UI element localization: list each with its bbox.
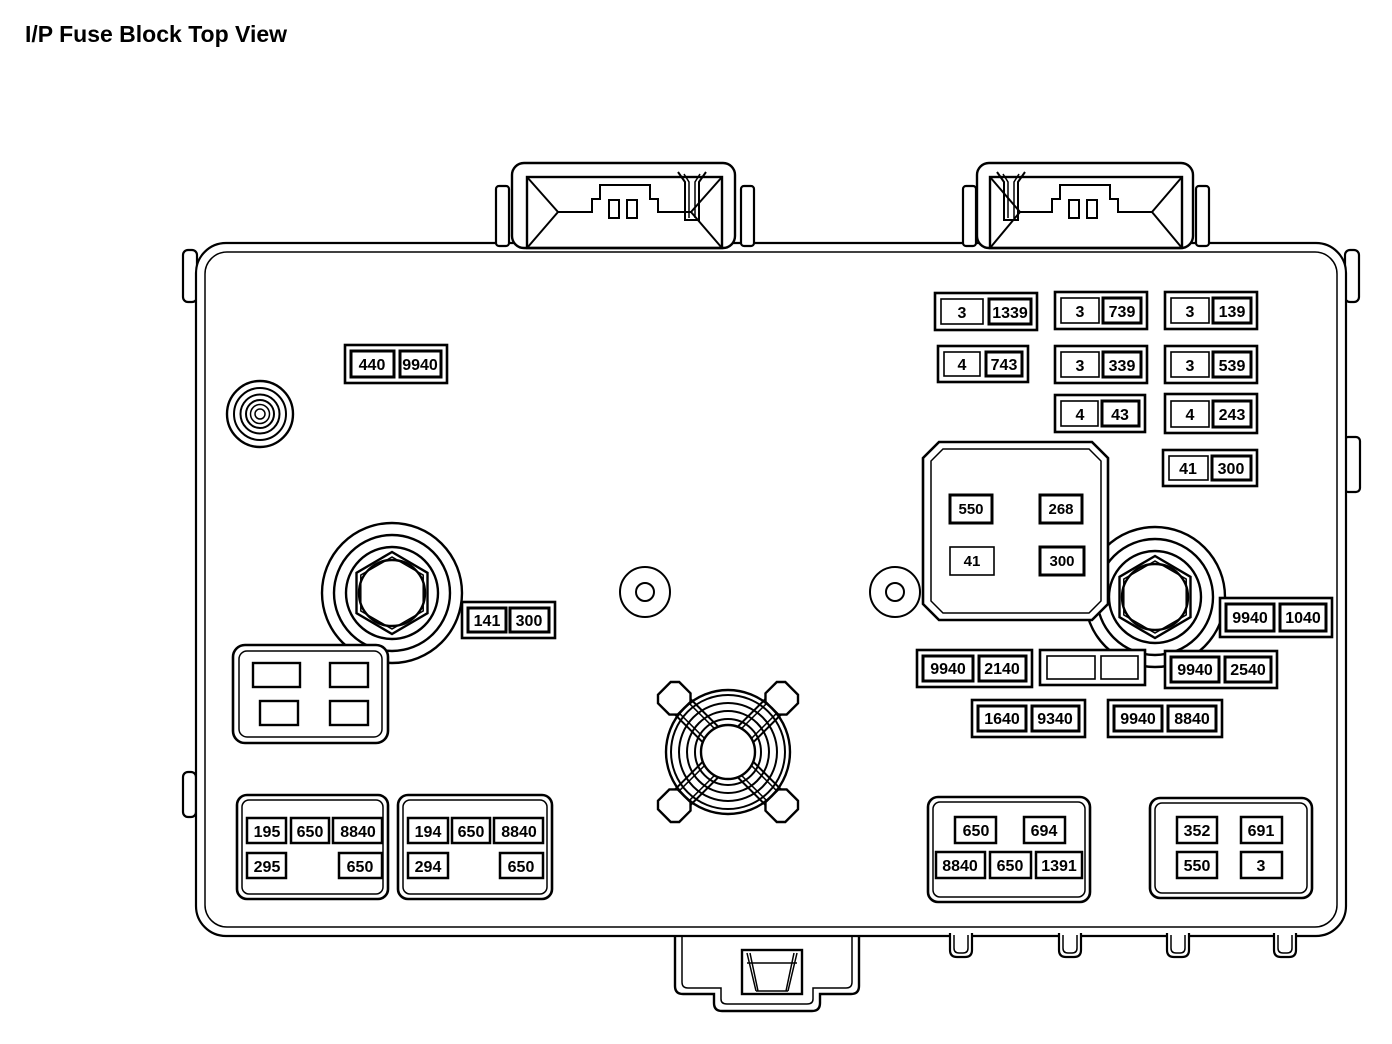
fuse-value: 3 bbox=[1185, 358, 1195, 375]
fuse-value: 3 bbox=[1256, 858, 1266, 875]
fuse-value: 41 bbox=[1179, 461, 1197, 478]
connector-block-d bbox=[1150, 798, 1312, 898]
fuse-value: 2140 bbox=[984, 661, 1020, 678]
fuse-value: 650 bbox=[457, 824, 485, 841]
fuse-value: 650 bbox=[507, 859, 535, 876]
relay-cavity-label: 550 bbox=[958, 501, 984, 518]
fuse-pair-4-243 bbox=[1165, 394, 1257, 433]
fuse-value: 295 bbox=[253, 859, 281, 876]
fuse-value: 9940 bbox=[402, 357, 438, 374]
fuse-value: 539 bbox=[1218, 358, 1246, 375]
fuse-value: 243 bbox=[1218, 407, 1246, 424]
fuse-value: 8840 bbox=[1174, 711, 1210, 728]
fuse-value: 739 bbox=[1108, 304, 1136, 321]
fuse-value: 9940 bbox=[1232, 610, 1268, 627]
fuse-value: 650 bbox=[962, 823, 990, 840]
fuse-pair-141-300 bbox=[462, 602, 555, 638]
fuse-value: 195 bbox=[253, 824, 281, 841]
fuse-value: 440 bbox=[358, 357, 386, 374]
fuse-pair-9940-2140 bbox=[917, 650, 1032, 687]
fuse-pair-9940-1040 bbox=[1220, 598, 1332, 637]
fuse-value: 339 bbox=[1108, 358, 1136, 375]
fuse-pair-41-300 bbox=[1163, 450, 1257, 486]
fuse-value: 352 bbox=[1183, 823, 1211, 840]
fuse-value: 8840 bbox=[942, 858, 978, 875]
fuse-value: 141 bbox=[473, 613, 501, 630]
connector-block-c bbox=[928, 797, 1090, 902]
fuse-value: 139 bbox=[1218, 304, 1246, 321]
top-connector-left bbox=[496, 163, 754, 248]
fuse-value: 650 bbox=[996, 858, 1024, 875]
fuse-value: 550 bbox=[1183, 858, 1211, 875]
left-bottom-bracket bbox=[183, 772, 196, 817]
fuse-value: 694 bbox=[1030, 823, 1058, 840]
fuse-value: 1339 bbox=[992, 305, 1028, 322]
fuse-value: 3 bbox=[957, 305, 967, 322]
fuse-value: 4 bbox=[957, 357, 967, 374]
fuse-value: 9940 bbox=[930, 661, 966, 678]
fuse-value: 194 bbox=[414, 824, 442, 841]
fuse-value: 300 bbox=[1217, 461, 1245, 478]
component-box bbox=[233, 645, 388, 743]
fuse-value: 650 bbox=[296, 824, 324, 841]
fuse-value: 650 bbox=[346, 859, 374, 876]
fuse-value: 2540 bbox=[1230, 662, 1266, 679]
fuse-value: 9940 bbox=[1120, 711, 1156, 728]
fuse-value: 3 bbox=[1075, 358, 1085, 375]
relay-cavity-label: 41 bbox=[963, 553, 981, 570]
top-connector-right bbox=[963, 163, 1209, 248]
relay-cavity-label: 300 bbox=[1049, 553, 1075, 570]
fuse-value: 9340 bbox=[1037, 711, 1073, 728]
page-title: I/P Fuse Block Top View bbox=[25, 21, 288, 47]
fuse-pair-3-539 bbox=[1165, 346, 1257, 383]
fuse-pair-3-339 bbox=[1055, 346, 1147, 383]
fuse-pair-440-9940 bbox=[345, 345, 447, 383]
fuse-pair-4-43 bbox=[1055, 395, 1145, 432]
bottom-connector bbox=[675, 934, 859, 1011]
connector-block-a bbox=[237, 795, 388, 899]
fuse-value: 300 bbox=[515, 613, 543, 630]
fuse-pair-3-139 bbox=[1165, 292, 1257, 329]
fuse-value: 1640 bbox=[984, 711, 1020, 728]
fuse-value: 294 bbox=[414, 859, 442, 876]
fuse-value: 4 bbox=[1075, 407, 1085, 424]
fuse-value: 1391 bbox=[1041, 858, 1077, 875]
fuse-pair-3-739 bbox=[1055, 292, 1147, 329]
fuse-pair-1640-9340 bbox=[972, 700, 1085, 737]
relay-box bbox=[923, 442, 1108, 620]
fuse-value: 691 bbox=[1247, 823, 1275, 840]
fuse-value: 4 bbox=[1185, 407, 1195, 424]
relay-cavity-label: 268 bbox=[1048, 501, 1074, 518]
fuse-pair-4-743 bbox=[938, 346, 1028, 382]
fuse-pair-9940-2540 bbox=[1165, 651, 1277, 688]
fuse-pair-3-1339 bbox=[935, 293, 1037, 330]
fuse-value: 1040 bbox=[1285, 610, 1321, 627]
fuse-value: 9940 bbox=[1177, 662, 1213, 679]
fuse-value: 8840 bbox=[340, 824, 376, 841]
fuse-value: 3 bbox=[1185, 304, 1195, 321]
fuse-pair-9940-8840 bbox=[1108, 700, 1222, 737]
fuse-value: 3 bbox=[1075, 304, 1085, 321]
fuse-value: 743 bbox=[990, 357, 1018, 374]
fuse-value: 43 bbox=[1111, 407, 1129, 424]
connector-block-b bbox=[398, 795, 552, 899]
fuse-value: 8840 bbox=[501, 824, 537, 841]
fuse-pair-blank bbox=[1040, 650, 1145, 685]
